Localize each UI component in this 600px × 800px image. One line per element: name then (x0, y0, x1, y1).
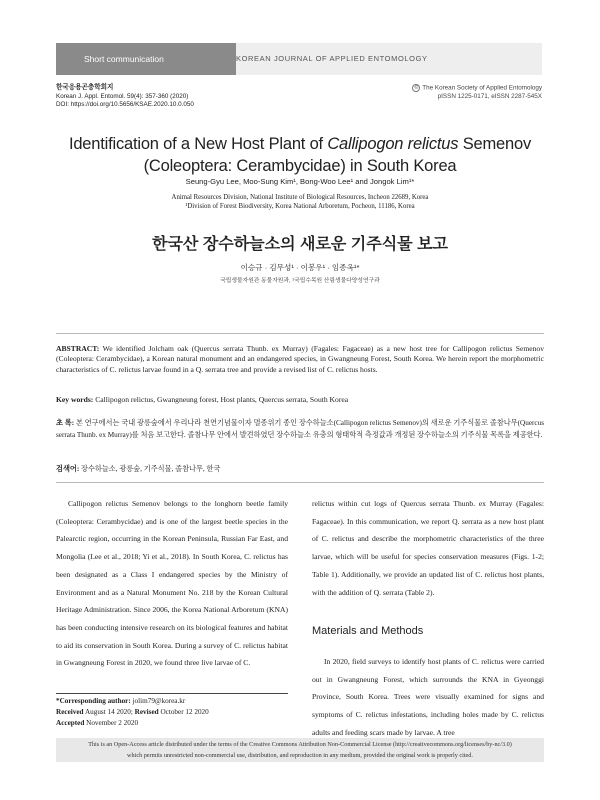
abstract-korean-label: 초 록: (56, 419, 75, 427)
authors-korean: 이승규 · 김무성¹ · 이봉우¹ · 임종옥¹* (240, 263, 360, 272)
intro-paragraph: Callipogon relictus Semenov belongs to the longhorn beetle family (Coleoptera: Cerambycidae) and is one of the largest beetle species in the Palearctic region, occurring in the Korean Peninsula, Russian Far East, and Mongolia (Lee et al., 2018; Yi et al., 2018). In South Korea, C. relictus has been designated as a Class I endangered species by the Ministry of Environment and as a Natural Monument No. 218 by the Korean Cultural Heritage Administration. Since 2006, the Korea National Arboretum (KNA) has been conducting intensive research on its biological features and habitat to aid its conservation in South Korea. During a survey of C. relictus habitat in Gwangneung Forest in 2020, we found three live larvae of C. (56, 499, 288, 668)
journal-banner (236, 43, 542, 75)
revised-label: Revised (134, 708, 159, 717)
keywords-english (56, 395, 544, 404)
keywords-korean-label: 검색어: (56, 465, 80, 473)
footnote-divider (56, 693, 288, 694)
affiliations-english (60, 193, 540, 211)
doi-line[interactable]: DOI: https://doi.org/10.5656/KSAE.2020.10.0.050 (56, 101, 194, 109)
correspondence-block (56, 696, 288, 730)
body-column-right-bottom (312, 653, 544, 742)
corresponding-author-label: *Corresponding author: (56, 697, 131, 705)
issn-line: pISSN 1225-0171, eISSN 2287-545X (437, 93, 542, 101)
citation-line: Korean J. Appl. Entomol. 59(4): 357-360 (2020) (56, 92, 189, 100)
title-part-1: Identification of a New Host Plant of (68, 135, 328, 153)
section-heading-methods: Materials and Methods (312, 625, 424, 637)
title-line-2: (Coleoptera: Cerambycidae) in South Korea (143, 157, 457, 175)
accepted-date: November 2 2020 (84, 719, 139, 728)
journal-korean-name: 한국응용곤충학회지 (56, 84, 114, 91)
citation-block (56, 84, 194, 110)
license-line-1: This is an Open-Access article distributed under the terms of the Creative Commons Attribution Non-Commercial License (http://creativecommons.org/licenses/by-nc/3.0) (88, 741, 512, 748)
body-column-right-top (312, 495, 544, 601)
abstract-korean (56, 418, 544, 441)
article-type-banner (56, 43, 236, 75)
revised-date: October 12 2020 (158, 708, 209, 717)
keywords-text: Callipogon relictus, Gwangneung forest, Host plants, Quercus serrata, South Korea (93, 395, 349, 404)
abstract-label: ABSTRACT: (56, 344, 100, 353)
body-column-left (56, 495, 288, 672)
affiliation-2: ¹Division of Forest Biodiversity, Korea National Arboretum, Pocheon, 11186, Korea (185, 203, 415, 210)
abstract-english (56, 344, 544, 375)
affiliation-1: Animal Resources Division, National Institute of Biological Resources, Incheon 22689, Korea (171, 194, 429, 201)
article-title-korean: 한국산 장수하늘소의 새로운 기주식물 보고 (152, 236, 448, 253)
abstract-top-divider (56, 333, 544, 334)
abstract-text: We identified Jolcham oak (Quercus serrata Thunb. ex Murray) (Fagales: Fagaceae) as a new host tree for Callipogon relictus Semenov (Coleoptera: Cerambycidae), a Korean natural monument and an endangered species, in Gwangneung Forest, South Korea. We herein report the morphometric characteristics of C. relictus larvae found in a Q. serrata tree and provide a revised list of C. relictus hosts. (56, 344, 544, 374)
title-species: Callipogon relictus (327, 135, 459, 153)
abstract-bottom-divider (56, 482, 544, 483)
authors-english: Seung-Gyu Lee, Moo-Sung Kim¹, Bong-Woo Lee¹ and Jongok Lim¹* (185, 177, 415, 186)
keywords-label: Key words: (56, 395, 94, 404)
article-type-label: Short communication (84, 54, 164, 64)
received-date: August 14 2020; (83, 708, 135, 717)
accepted-label: Accepted (56, 719, 85, 728)
received-label: Received (56, 708, 84, 717)
license-line-2: which permits unrestricted non-commercial use, distribution, and reproduction in any medium, provided the original work is properly cited. (127, 751, 473, 759)
keywords-korean-text: 장수하늘소, 광릉숲, 기주식물, 졸참나무, 한국 (79, 465, 221, 473)
corresponding-author-email[interactable]: jolim79@korea.kr (130, 697, 186, 705)
society-name: The Korean Society of Applied Entomology (422, 84, 542, 92)
methods-paragraph: In 2020, field surveys to identify host plants of C. relictus were carried out in Gwangneung Forest, which surrounds the KNA in Gyeonggi Province, South Korea. Trees were visually examined for signs and symptoms of C. relictus infestations, including holes made by C. relictus adults and feeding scars made by larvae. A tree (312, 657, 544, 737)
title-part-2: Semenov (458, 135, 532, 153)
intro-paragraph-continued: relictus within cut logs of Quercus serrata Thunb. ex Murray (Fagales: Fagaceae). In this communication, we report Q. serrata as a new host plant of C. relictus and describe the morphometric characteristics of the three larvae, which will be useful for species conservation measures (Figs. 1-2; Table 1). Additionally, we provide an updated list of C. relictus host plants, with the addition of Q. serrata (Table 2). (312, 499, 544, 597)
article-title-english (60, 133, 540, 177)
journal-name: KOREAN JOURNAL OF APPLIED ENTOMOLOGY (236, 54, 428, 63)
affiliations-korean: 국립생물자원관 동물자원과, ¹국립수목원 산림생물다양성연구과 (220, 278, 380, 284)
society-block (412, 84, 542, 102)
keywords-korean (56, 464, 544, 474)
copyright-icon: © (412, 84, 420, 92)
license-notice (56, 738, 544, 762)
abstract-korean-text: 본 연구에서는 국내 광릉숲에서 우리나라 천연기념물이자 멸종위기 종인 장수하늘소(Callipogon relictus Semenov)의 새로운 기주식물로 졸참나무(Quercus serrata Thunb. ex Murray)를 처음 보고한다. 졸참나무 안에서 발견하였던 장수하늘소 유충의 형태학적 측정값과 개정된 장수하늘소의 기주식물 목록을 제공한다. (56, 419, 545, 439)
